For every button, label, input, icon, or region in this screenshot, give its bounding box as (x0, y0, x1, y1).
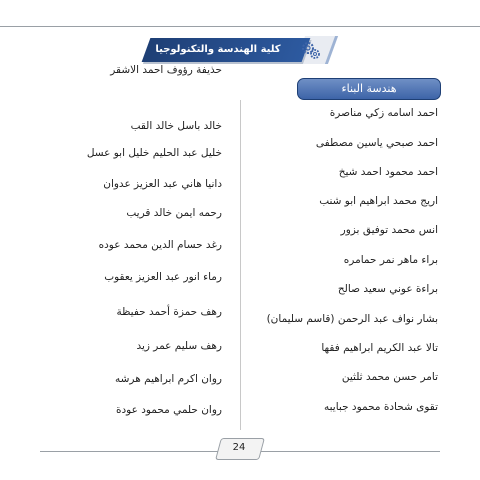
right-name-list (250, 0, 438, 480)
department-label: هندسة البناء (297, 78, 441, 100)
list-item: براءة عوني سعيد صالح (337, 283, 438, 295)
list-item: بشار نواف عبد الرحمن (قاسم سليمان) (266, 313, 438, 325)
list-item: خالد باسل خالد القب (130, 120, 222, 132)
list-item: روان اكرم ابراهيم هرشه (115, 373, 222, 385)
list-item: رهف حمزة أحمد حفيظة (116, 306, 222, 318)
list-item: دانيا هاني عبد العزيز عدوان (103, 178, 222, 190)
list-item: رهف سليم عمر زيد (136, 340, 222, 352)
list-item: تامر حسن محمد ثلثين (341, 371, 438, 383)
list-item: براء ماهر نمر حمامره (343, 254, 438, 266)
left-name-list (30, 0, 222, 480)
list-item: تالا عبد الكريم ابراهيم فقها (321, 342, 438, 354)
page-number: 24 (232, 442, 246, 453)
faculty-title: كلية الهندسة والتكنولوجيا (155, 44, 281, 55)
list-item: انس محمد توفيق بزور (340, 224, 438, 236)
list-item: احمد اسامه زكي مناصرة (329, 107, 438, 119)
list-item: رغد حسام الدين محمد عوده (98, 239, 222, 251)
list-item: رحمه ايمن خالد قريب (126, 207, 222, 219)
list-item: روان حلمي محمود عودة (115, 404, 222, 416)
list-item: رماء انور عبد العزيز يعقوب (104, 271, 222, 283)
column-divider (240, 100, 241, 430)
list-item: خليل عبد الحليم خليل ابو عسل (86, 147, 222, 159)
list-item: احمد صبحي ياسين مصطفى (315, 137, 438, 149)
list-item: احمد محمود احمد شيخ (338, 166, 438, 178)
list-item: اريج محمد ابراهيم ابو شنب (319, 195, 438, 207)
list-item: تقوى شحادة محمود جبايبه (324, 401, 438, 413)
list-item: حذيفة رؤوف احمد الاشقر (110, 64, 222, 76)
